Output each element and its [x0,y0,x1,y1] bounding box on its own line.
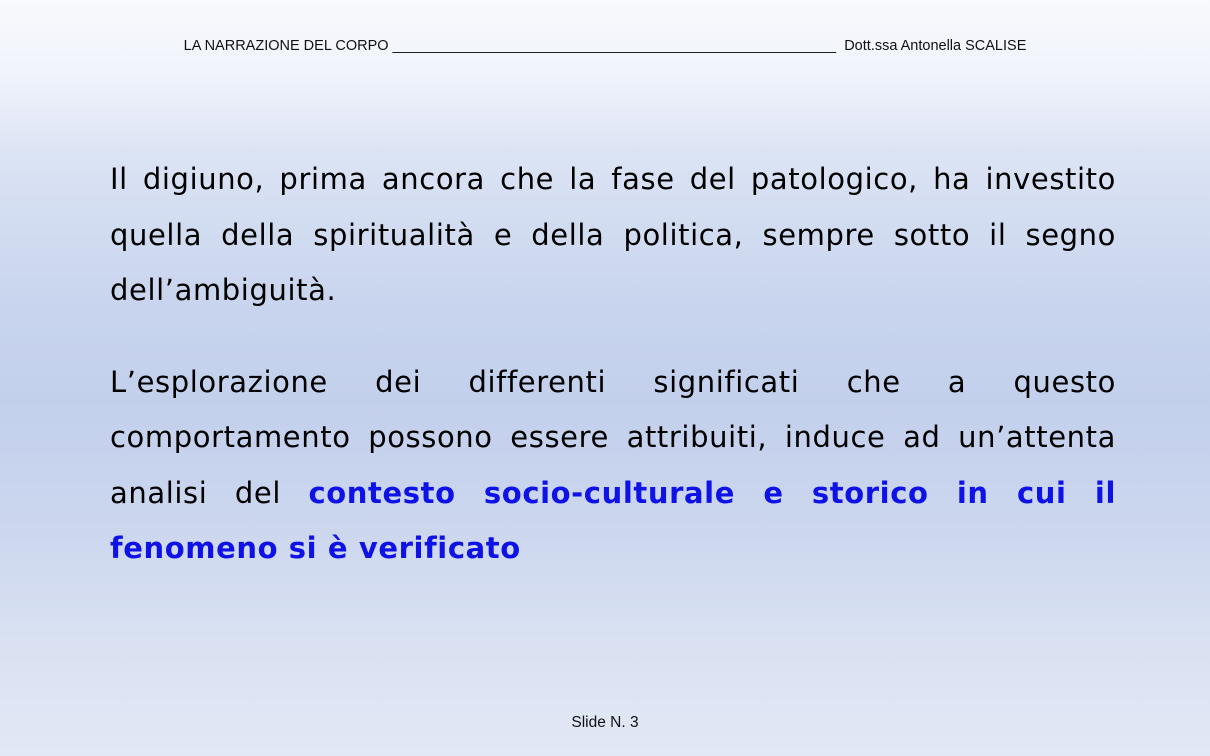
slide-header [0,38,1210,54]
slide-number: Slide N. 3 [571,714,639,731]
paragraph-digiuno: Il digiuno, prima ancora che la fase del patologico, ha investito quella della spiritualità e della politica, sempre sotto il segno dell’ambiguità. [110,162,1116,307]
header-rule: _______________________________________________________ [392,38,837,54]
slide-body [110,152,1116,577]
header-author: Dott.ssa Antonella SCALISE [844,38,1027,54]
header-title: LA NARRAZIONE DEL CORPO [183,38,389,54]
paragraph-esplorazione [110,355,1116,577]
paragraph-esplorazione-text: L’esplorazione dei differenti significati che a questo comportamento possono essere attribuiti, induce ad un’attenta analisi del [110,364,1116,510]
highlighted-phrase: contesto socio-culturale e storico in cui il fenomeno si è verificato [110,475,1117,565]
